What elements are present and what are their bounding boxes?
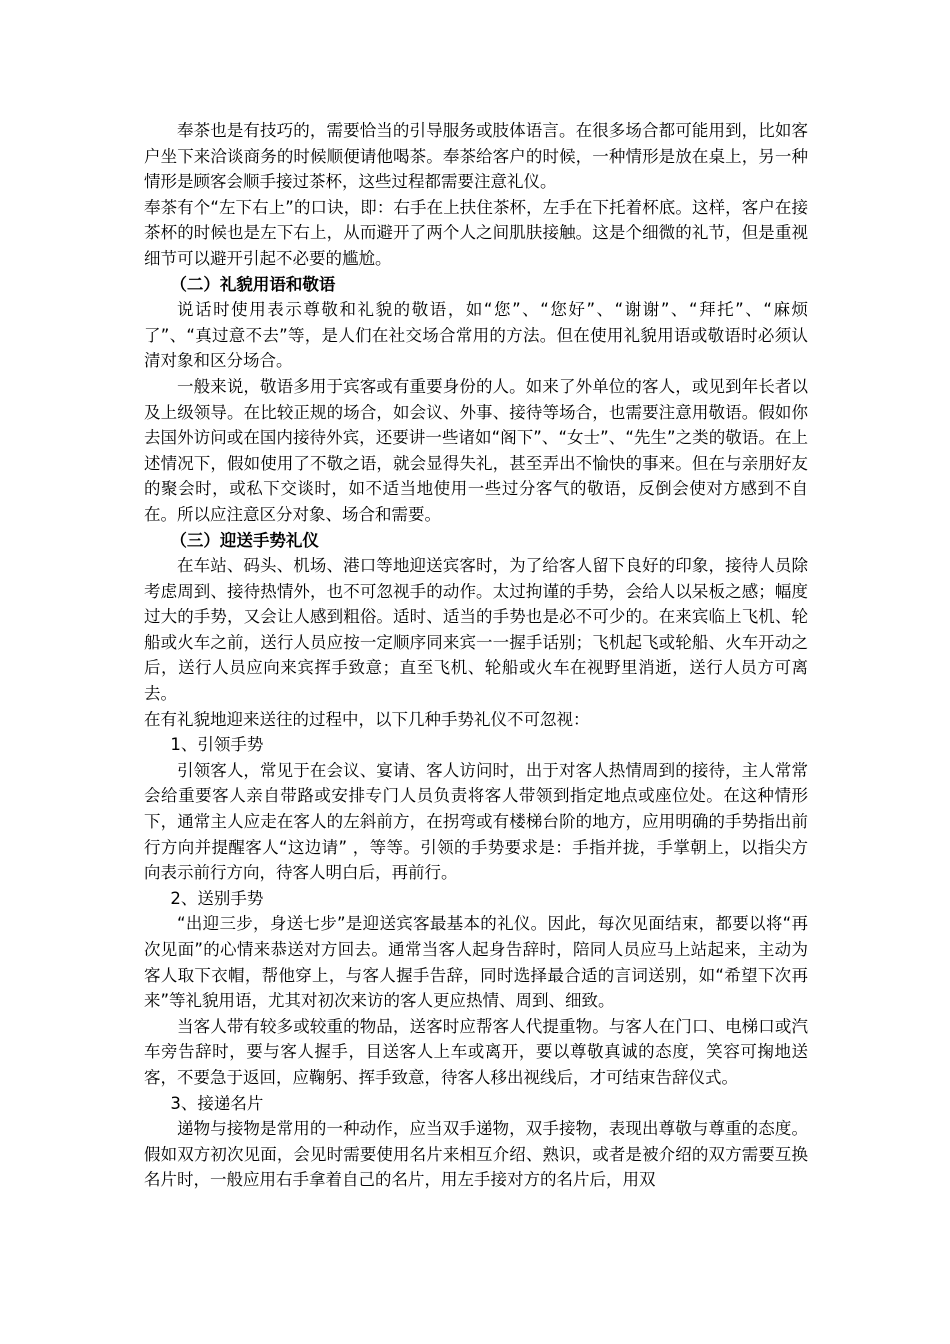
paragraph-polite-words: 说话时使用表示尊敬和礼貌的敬语，如“您”、“您好”、“谢谢”、“拜托”、“麻烦了”、“真过意不去”等，是人们在社交场合常用的方法。但在使用礼貌用语或敬语时必须认清对象和区分场合。 <box>144 300 808 371</box>
paragraph-station-farewell: 在车站、码头、机场、港口等地迎送宾客时，为了给客人留下良好的印象，接待人员除考虑周到、接待热情外，也不可忽视手的动作。太过拘谨的手势，会给人以呆板之感；幅度过大的手势，又会让人感到粗俗。适时、适当的手势也是必不可少的。在来宾临上飞机、轮船或火车之前，送行人员应按一定顺序同来宾一一握手话别；飞机起飞或轮船、火车开动之后，送行人员应向来宾挥手致意；直至飞机、轮船或火车在视野里消逝，送行人员方可离去。 <box>144 556 808 704</box>
subheading-guiding-gesture: 1、引领手势 <box>170 735 264 755</box>
section-heading-gesture-etiquette: （三）迎送手势礼仪 <box>170 530 319 550</box>
paragraph-carrying-items: 当客人带有较多或较重的物品，送客时应帮客人代提重物。与客人在门口、电梯口或汽车旁告辞时，要与客人握手，目送客人上车或离开，要以尊敬真诚的态度，笑容可掬地送客，不要急于返回，应鞠躬、挥手致意，待客人移出视线后，才可结束告辞仪式。 <box>144 1016 808 1087</box>
paragraph-business-cards: 递物与接物是常用的一种动作，应当双手递物，双手接物，表现出尊敬与尊重的态度。假如双方初次见面，会见时需要使用名片来相互介绍、熟识，或者是被介绍的双方需要互换名片时，一般应用右手拿着自己的名片，用左手接对方的名片后，用双 <box>144 1119 808 1190</box>
subheading-business-cards: 3、接递名片 <box>170 1093 264 1113</box>
paragraph-farewell-gesture: “出迎三步，身送七步”是迎送宾客最基本的礼仪。因此，每次见面结束，都要以将“再次见面”的心情来恭送对方回去。通常当客人起身告辞时，陪同人员应马上站起来，主动为客人取下衣帽，帮他穿上，与客人握手告辞，同时选择最合适的言词送别，如“希望下次再来”等礼貌用语，尤其对初次来访的客人更应热情、周到、细致。 <box>144 914 808 1011</box>
section-heading-polite-language: （二）礼貌用语和敬语 <box>170 274 336 294</box>
subheading-farewell-gesture: 2、送别手势 <box>170 888 264 908</box>
document-page <box>144 118 808 1193</box>
paragraph-tea-rhyme: 奉茶有个“左下右上”的口诀，即：右手在上扶住茶杯，左手在下托着杯底。这样，客户在接茶杯的时候也是左下右上，从而避开了两个人之间肌肤接触。这是个细微的礼节，但是重视细节可以避开引起不必要的尴尬。 <box>144 197 808 268</box>
paragraph-gesture-intro: 在有礼貌地迎来送往的过程中，以下几种手势礼仪不可忽视： <box>144 709 590 729</box>
paragraph-guiding-gesture: 引领客人，常见于在会议、宴请、客人访问时，出于对客人热情周到的接待，主人常常会给重要客人亲自带路或安排专门人员负责将客人带领到指定地点或座位处。在这种情形下，通常主人应走在客人的左斜前方，在拐弯或有楼梯台阶的地方，应用明确的手势指出前行方向并提醒客人“这边请” ，等等。引领的手势要求是：手指并拢，手掌朝上，以指尖方向表示前行方向，待客人明白后，再前行。 <box>144 760 808 883</box>
paragraph-tea-serving: 奉茶也是有技巧的，需要恰当的引导服务或肢体语言。在很多场合都可能用到，比如客户坐下来洽谈商务的时候顺便请他喝茶。奉茶给客户的时候，一种情形是放在桌上，另一种情形是顾客会顺手接过茶杯，这些过程都需要注意礼仪。 <box>144 121 808 192</box>
paragraph-honorifics-usage: 一般来说，敬语多用于宾客或有重要身份的人。如来了外单位的客人，或见到年长者以及上级领导。在比较正规的场合，如会议、外事、接待等场合，也需要注意用敬语。假如你去国外访问或在国内接待外宾，还要讲一些诸如“阁下”、“女士”、“先生”之类的敬语。在上述情况下，假如使用了不敬之语，就会显得失礼，甚至弄出不愉快的事来。但在与亲朋好友的聚会时，或私下交谈时，如不适当地使用一些过分客气的敬语，反倒会使对方感到不自在。所以应注意区分对象、场合和需要。 <box>144 376 808 524</box>
